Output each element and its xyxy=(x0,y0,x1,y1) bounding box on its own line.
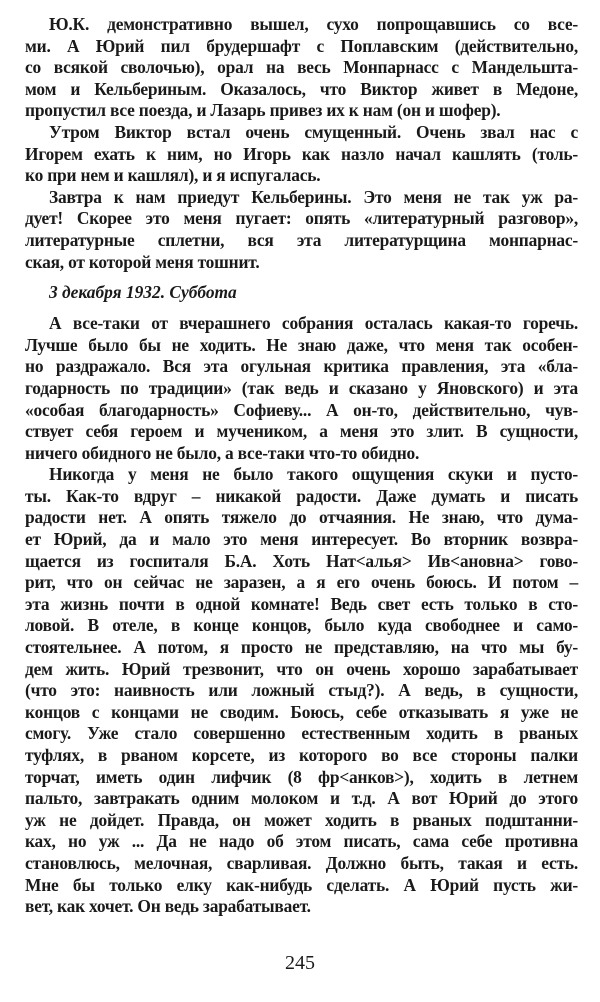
text-line: ми. А Юрий пил брудершафт с Поплавским (действительно, xyxy=(25,35,578,56)
paragraph xyxy=(25,464,578,917)
text-line: «особая благодарность» Софиеву... А он-то, действительно, чув- xyxy=(25,399,578,420)
text-line: пропустил все поезда, и Лазарь привез их к нам (он и шофер). xyxy=(25,100,501,121)
text-line: (что это: наивность или ложный стыд?). А ведь, в сущности, xyxy=(25,680,578,701)
text-line: литературные сплетни, вся эта литературщина монпарнас- xyxy=(25,229,578,250)
text-line: дем жить. Юрий трезвонит, что он очень хорошо зарабатывает xyxy=(25,658,578,679)
text-line: ках, но уж ... Да не надо об этом писать, сама себе противна xyxy=(25,831,578,852)
text-line: ничего обидного не было, а все-таки что-то обидно. xyxy=(25,442,420,463)
diary-entry-heading: 3 декабря 1932. Суббота xyxy=(49,282,237,303)
text-line: ты. Как-то вдруг – никакой радости. Даже думать и писать xyxy=(25,485,578,506)
text-line: уж не дойдет. Правда, он может ходить в рваных подштанни- xyxy=(25,809,578,830)
text-line: рит, что он сейчас не заразен, а я его очень боюсь. И потом – xyxy=(25,572,578,593)
text-line: годарность по традиции» (так ведь и сказано у Яновского) и эта xyxy=(25,377,578,398)
page-number: 245 xyxy=(285,952,315,974)
text-line: становлюсь, мелочная, сварливая. Должно быть, такая и есть. xyxy=(25,852,578,873)
paragraph xyxy=(25,187,578,273)
diary-text-after-heading xyxy=(25,313,578,918)
text-line: эта жизнь почти в одной комнате! Ведь свет есть только в сто- xyxy=(25,593,578,614)
text-line: концов с концами не сводим. Боюсь, себе отказывать я уже не xyxy=(25,701,578,722)
text-line: со всякой сволочью), орал на весь Монпарнасс с Мандельшта- xyxy=(25,57,578,78)
text-line: но раздражало. Вся эта огульная критика правления, эта «бла- xyxy=(25,356,578,377)
text-line: Игорем ехать к ним, но Игорь как назло начал кашлять (толь- xyxy=(25,143,578,164)
book-page-text xyxy=(25,14,578,918)
text-line: дует! Скорее это меня пугает: опять «литературный разговор», xyxy=(25,208,578,229)
text-line: Мне бы только елку как-нибудь сделать. А Юрий пусть жи- xyxy=(25,874,578,895)
text-line: Ю.К. демонстративно вышел, сухо попрощавшись со все- xyxy=(49,14,578,34)
text-line: пальто, завтракать одним молоком и т.д. А вот Юрий до этого xyxy=(25,788,578,809)
text-line: торчат, иметь один лифчик (8 фр<анков>), ходить в летнем xyxy=(25,766,578,787)
text-line: туфлях, в рваном корсете, из которого во все стороны палки xyxy=(25,745,578,765)
text-line: ловой. В отеле, в конце концов, было куда свободнее и само- xyxy=(25,615,578,636)
text-line: ет Юрий, да и мало это меня интересует. Во вторник возвра- xyxy=(25,529,578,550)
text-line: ствует себя героем и мучеником, а меня это злит. В сущности, xyxy=(25,421,578,442)
paragraph xyxy=(25,122,578,187)
text-line: мом и Кельбериным. Оказалось, что Виктор живет в Медоне, xyxy=(25,78,578,99)
text-line: Утром Виктор встал очень смущенный. Очень звал нас с xyxy=(49,121,578,142)
text-line: ская, от которой меня тошнит. xyxy=(25,251,260,272)
text-line: щается из госпиталя Б.А. Хоть Нат<алья> Ив<ановна> гово- xyxy=(25,550,578,571)
paragraph xyxy=(25,14,578,122)
paragraph xyxy=(25,313,578,464)
diary-text-before-heading xyxy=(25,14,578,273)
text-line: Завтра к нам приедут Кельберины. Это меня не так уж ра- xyxy=(49,186,578,207)
text-line: А все-таки от вчерашнего собрания осталась какая-то горечь. xyxy=(49,313,578,334)
text-line: вет, как хочет. Он ведь зарабатывает. xyxy=(25,896,311,917)
text-line: радости нет. А опять тяжело до отчаяния. Не знаю, что дума- xyxy=(25,507,578,528)
text-line: Лучше было бы не ходить. Не знаю даже, что меня так особен- xyxy=(25,334,578,355)
text-line: стоятельнее. А потом, я просто не представляю, на что мы бу- xyxy=(25,637,578,658)
text-line: смогу. Уже стало совершенно естественным ходить в рваных xyxy=(25,723,578,744)
text-line: ко при нем и кашлял), и я испугалась. xyxy=(25,165,321,186)
text-line: Никогда у меня не было такого ощущения скуки и пусто- xyxy=(49,464,578,485)
